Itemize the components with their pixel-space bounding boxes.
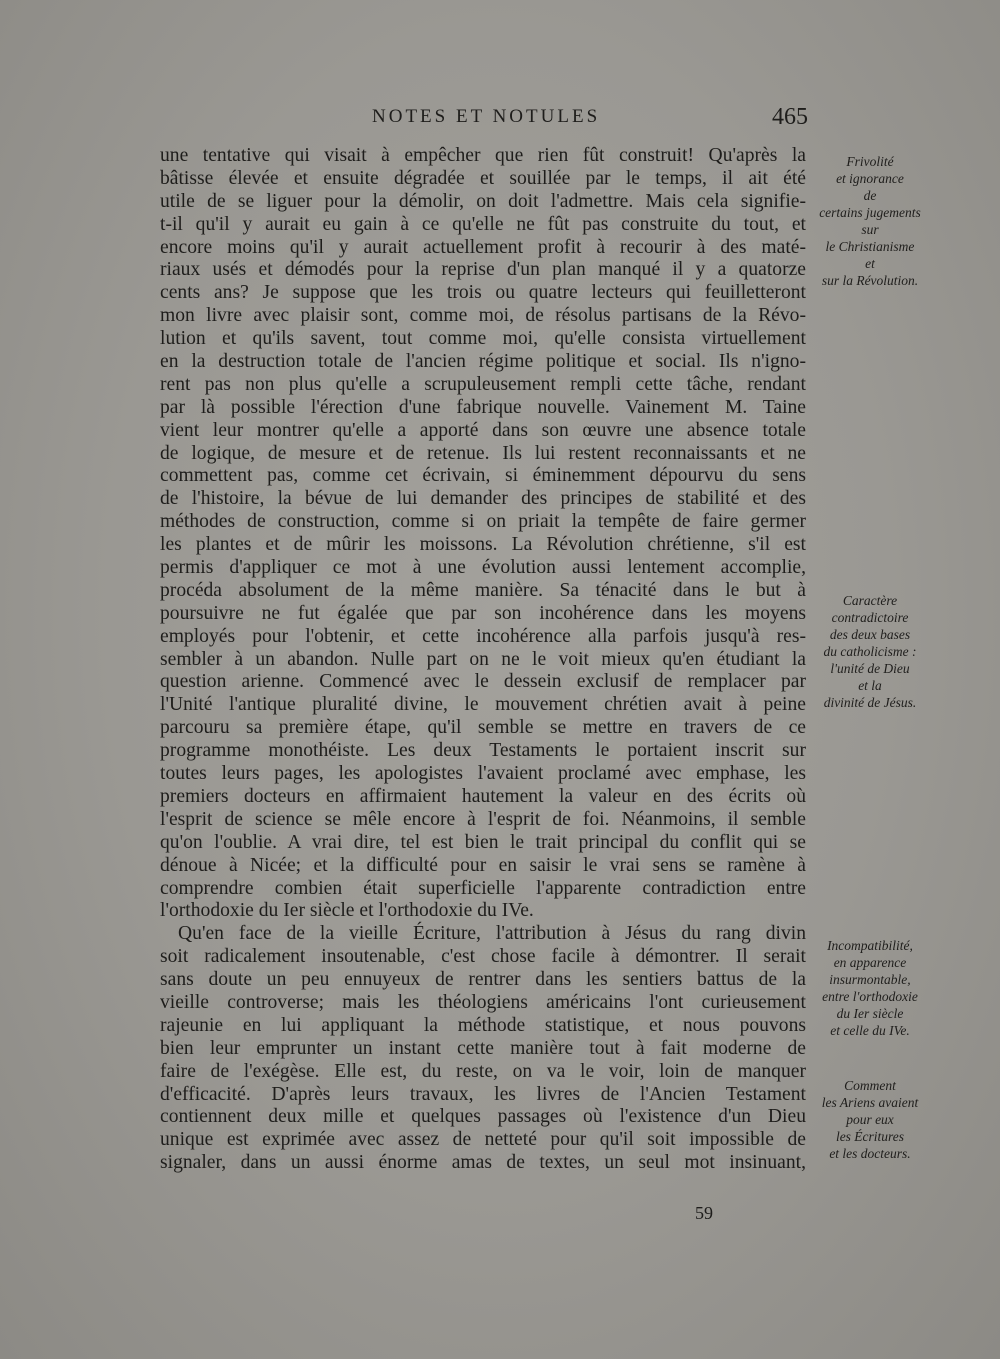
- margin-note-line: les Écritures: [835, 1129, 905, 1144]
- margin-note-line: et les docteurs.: [829, 1146, 911, 1161]
- margin-note-line: du catholicisme :: [823, 644, 917, 659]
- text-line: soit radicalement insoutenable, c'est chose facile à démontrer. Il serait: [160, 946, 806, 968]
- text-line: l'Unité l'antique pluralité divine, le mouvement chrétien avait à peine: [160, 694, 806, 716]
- text-line: vient leur montrer qu'elle a apporté dans son œuvre une absence totale: [160, 419, 806, 441]
- text-line: l'esprit de science se mêle encore à l'esprit de foi. Néanmoins, il semble: [160, 808, 806, 830]
- margin-note-line: entre l'orthodoxie: [822, 989, 918, 1004]
- margin-note-line: et: [865, 256, 875, 271]
- text-line: rajeunie en lui appliquant la méthode statistique, et nous pouvons: [160, 1014, 806, 1036]
- text-line: les plantes et de mûrir les moissons. La Révolution chrétienne, s'il est: [160, 534, 806, 556]
- margin-note-line: Frivolité: [846, 154, 894, 169]
- text-line: cents ans? Je suppose que les trois ou quatre lecteurs qui feuilletteront: [160, 282, 806, 304]
- margin-note-line: Caractère: [842, 593, 898, 608]
- margin-note-line: et ignorance: [836, 171, 904, 186]
- margin-note-line: des deux bases: [829, 627, 911, 642]
- text-line: de logique, de mesure et de retenue. Ils lui restent reconnaissants et ne: [160, 442, 806, 464]
- margin-note-line: certains jugements: [819, 205, 921, 220]
- margin-note-line: pour eux: [846, 1112, 894, 1127]
- margin-note-line: de: [863, 188, 877, 203]
- text-line: programme monothéiste. Les deux Testaments le portaient inscrit sur: [160, 740, 806, 762]
- text-line: vieille controverse; mais les théologiens américains l'ont curieusement: [160, 991, 806, 1013]
- text-line: poursuivre ne fut égalée que par son incohérence dans les moyens: [160, 602, 806, 624]
- text-line: Qu'en face de la vieille Écriture, l'attribution à Jésus du rang divin: [178, 923, 806, 945]
- margin-note-line: Incompatibilité,: [827, 938, 913, 953]
- text-line: commettent pas, comme cet écrivain, si éminemment dépourvu du sens: [160, 465, 806, 487]
- margin-note-line: le Christianisme: [825, 239, 915, 254]
- margin-note-line: et celle du IVe.: [830, 1023, 910, 1038]
- margin-note: [805, 937, 935, 1039]
- text-line: rent pas non plus qu'elle a scrupuleusement rempli cette tâche, rendant: [160, 373, 806, 395]
- text-line: premiers docteurs en affirmaient hautement la valeur en des écrits où: [160, 785, 806, 807]
- text-line: toutes leurs pages, les apologistes l'avaient proclamé avec emphase, les: [160, 763, 806, 785]
- margin-note-line: l'unité de Dieu: [830, 661, 910, 676]
- margin-note-line: les Ariens avaient: [821, 1095, 919, 1110]
- margin-note-line: en apparence: [833, 955, 907, 970]
- text-line: méthodes de construction, comme si on priait la tempête de faire germer: [160, 511, 806, 533]
- text-line: de l'histoire, la bévue de lui demander des principes de stabilité et des: [160, 488, 806, 510]
- text-line: employés pour l'obtenir, et cette incohérence alla parfois jusqu'à res-: [160, 625, 806, 647]
- margin-note-line: divinité de Jésus.: [823, 695, 917, 710]
- margin-note-line: sur: [861, 222, 879, 237]
- page-number: 465: [772, 104, 808, 130]
- text-line: bâtisse élevée et ensuite dégradée et souillée par le temps, il ait été: [160, 167, 806, 189]
- margin-note-line: insurmontable,: [829, 972, 911, 987]
- text-line: dénoue à Nicée; et la difficulté pour en saisir le vrai sens se ramène à: [160, 854, 806, 876]
- text-line: t-il qu'il y aurait eu gain à ce qu'elle ne fût pas construite du tout, et: [160, 213, 806, 235]
- text-line: sembler à un abandon. Nulle part on ne le voit mieux qu'en étudiant la: [160, 648, 806, 670]
- text-line: question arienne. Commencé avec le dessein exclusif de remplacer par: [160, 671, 806, 693]
- text-line: l'orthodoxie du Ier siècle et l'orthodoxie du IVe.: [160, 900, 534, 922]
- margin-note-line: contradictoire: [831, 610, 909, 625]
- margin-note: [805, 592, 935, 711]
- text-line: contiennent deux mille et quelques passages où l'existence d'un Dieu: [160, 1106, 806, 1128]
- margin-note-line: sur la Révolution.: [821, 273, 919, 288]
- text-line: signaler, dans un aussi énorme amas de textes, un seul mot insinuant,: [160, 1152, 806, 1174]
- margin-note: [805, 153, 935, 289]
- text-line: riaux usés et démodés pour la reprise d'un plan manqué il y a quatorze: [160, 259, 806, 281]
- text-line: d'efficacité. D'après leurs travaux, les livres de l'Ancien Testament: [160, 1083, 806, 1105]
- text-line: bien leur emprunter un instant cette manière tout à fait moderne de: [160, 1037, 806, 1059]
- text-line: une tentative qui visait à empêcher que rien fût construit! Qu'après la: [160, 145, 806, 166]
- margin-note: [805, 1077, 935, 1162]
- text-line: parcouru sa première étape, qu'il semble se mettre en travers de ce: [160, 717, 806, 739]
- text-line: comprendre combien était superficielle l'apparente contradiction entre: [160, 877, 806, 899]
- text-line: lution et qu'ils savent, tout comme moi, qu'elle consista virtuellement: [160, 328, 806, 350]
- margin-note-line: du Ier siècle: [836, 1006, 904, 1021]
- text-line: sans doute un peu ennuyeux de rentrer dans les sentiers battus de la: [160, 969, 806, 991]
- text-line: en la destruction totale de l'ancien régime politique et social. Ils n'igno-: [160, 351, 806, 373]
- text-line: qu'on l'oublie. A vrai dire, tel est bien le trait principal du conflit qui se: [160, 831, 806, 853]
- body-text: [160, 145, 806, 1175]
- margin-note-line: et la: [858, 678, 882, 693]
- signature-mark: 59: [695, 1203, 713, 1223]
- text-line: mon livre avec plaisir sont, comme moi, de résolus partisans de la Révo-: [160, 305, 806, 327]
- page-header: [160, 106, 810, 136]
- text-line: permis d'appliquer ce mot à une évolution aussi lentement accomplie,: [160, 557, 806, 579]
- text-line: procéda absolument de la même manière. Sa ténacité dans le but à: [160, 579, 806, 601]
- text-line: unique est exprimée avec assez de netteté pour qu'il soit impossible de: [160, 1129, 806, 1151]
- margin-note-line: Comment: [844, 1078, 896, 1093]
- running-title: NOTES ET NOTULES: [372, 106, 601, 127]
- text-line: encore moins qu'il y aurait actuellement profit à recourir à des maté-: [160, 236, 806, 258]
- text-line: par là possible l'érection d'une fabrique nouvelle. Vainement M. Taine: [160, 396, 806, 418]
- text-line: utile de se liguer pour la démolir, on doit l'admettre. Mais cela signifie-: [160, 190, 806, 212]
- text-line: faire de l'exégèse. Elle est, du reste, on va le voir, loin de manquer: [160, 1060, 806, 1082]
